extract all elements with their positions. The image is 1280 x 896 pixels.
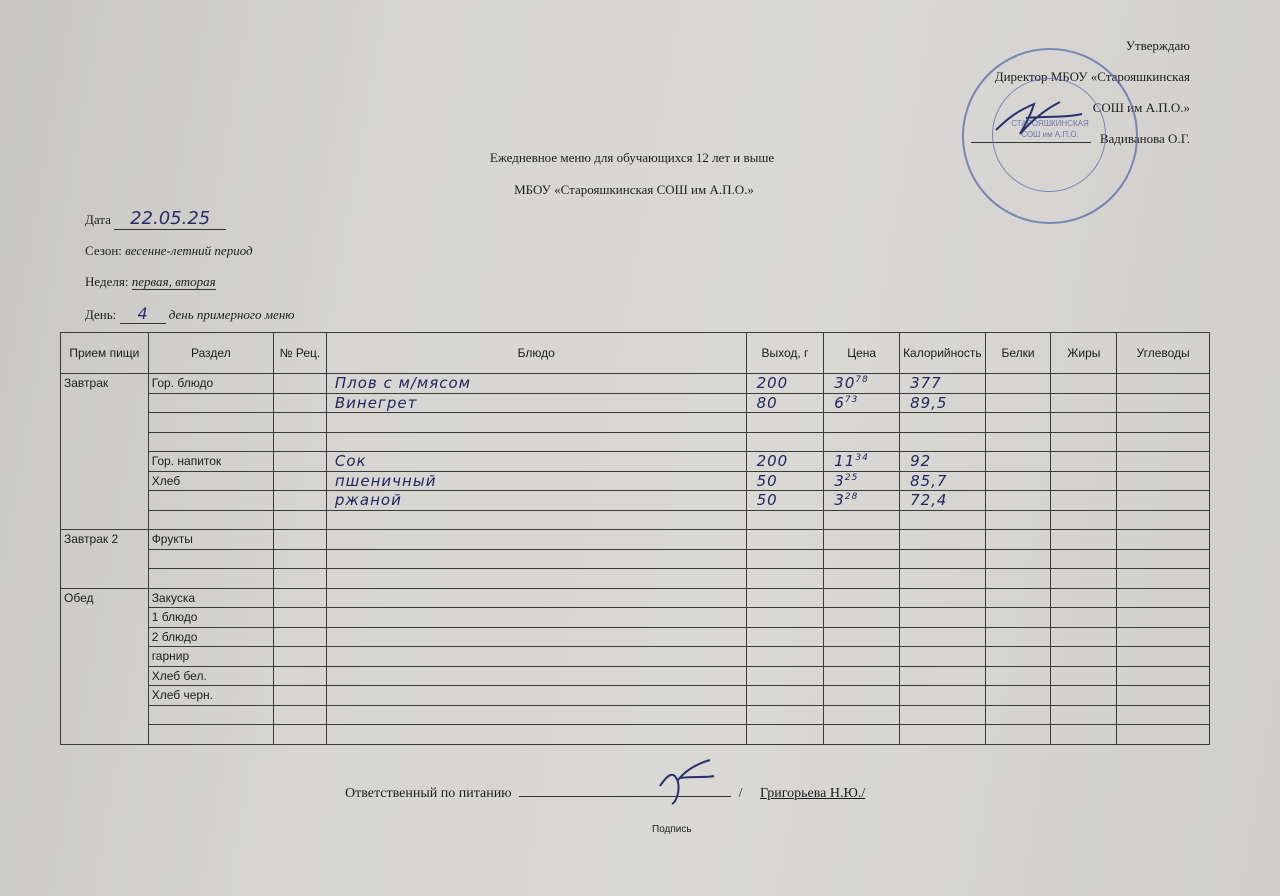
footer-name: Григорьева Н.Ю./: [760, 786, 866, 801]
price-cell: $11^{34}$: [824, 452, 900, 472]
date-value: 22.05.25: [114, 208, 226, 230]
section-cell: Гор. блюдо: [148, 374, 273, 394]
section-cell: гарнир: [148, 647, 273, 667]
output-cell: 200: [746, 452, 824, 472]
header-calories: Калорийность: [900, 333, 986, 374]
table-row: [61, 705, 1210, 725]
day-label: День:: [85, 307, 117, 322]
meal-lunch: Обед: [61, 588, 149, 744]
dish-cell: Винегрет: [326, 393, 746, 413]
table-row: [61, 432, 1210, 452]
header-price: Цена: [824, 333, 900, 374]
approve-title: Утверждаю: [1125, 38, 1190, 53]
table-row: [61, 530, 1210, 550]
recipe-cell: [274, 471, 327, 491]
approve-school: СОШ им А.П.О.»: [1092, 100, 1190, 115]
week-value: первая, вторая: [131, 274, 216, 289]
table-row: [61, 413, 1210, 433]
table-row: [61, 627, 1210, 647]
day-value: 4: [120, 304, 166, 324]
section-cell: Закуска: [148, 588, 273, 608]
price-cell: $3^{28}$: [824, 491, 900, 511]
header-carbs: Углеводы: [1117, 333, 1210, 374]
header-dish: Блюдо: [326, 333, 746, 374]
director-signature: [990, 96, 1090, 141]
approve-name: Вадиванова О.Г.: [1099, 131, 1190, 146]
season-value: весенне-летний период: [125, 243, 253, 258]
table-header-row: [61, 333, 1210, 374]
table-row: [61, 725, 1210, 745]
table-row: [61, 686, 1210, 706]
header-section: Раздел: [148, 333, 273, 374]
section-cell: 2 блюдо: [148, 627, 273, 647]
season-label: Сезон:: [85, 243, 122, 258]
day-suffix: день примерного меню: [168, 307, 295, 322]
date-row: [85, 208, 226, 230]
header-fats: Жиры: [1051, 333, 1117, 374]
output-cell: 50: [746, 491, 824, 511]
section-cell: Хлеб черн.: [148, 686, 273, 706]
section-cell: Гор. напиток: [148, 452, 273, 472]
table-row: [61, 549, 1210, 569]
table-row: [61, 471, 1210, 491]
dish-cell: пшеничный: [326, 471, 746, 491]
calories-cell: 85,7: [900, 471, 986, 491]
section-cell: [148, 491, 273, 511]
section-cell: Фрукты: [148, 530, 273, 550]
menu-table: [60, 332, 1210, 745]
section-cell: Хлеб: [148, 471, 273, 491]
footer-responsible: [345, 786, 865, 802]
calories-cell: 92: [900, 452, 986, 472]
header-meal: Прием пищи: [61, 333, 149, 374]
table-row: [61, 666, 1210, 686]
output-cell: 80: [746, 393, 824, 413]
proteins-cell: [985, 374, 1051, 394]
table-row: [61, 491, 1210, 511]
stamp-text: СТАРОЯШКИНСКАЯ СОШ им А.П.О.: [1011, 119, 1089, 139]
carbs-cell: [1117, 374, 1210, 394]
header-output: Выход, г: [746, 333, 824, 374]
week-label: Неделя:: [85, 274, 129, 289]
calories-cell: 72,4: [900, 491, 986, 511]
section-cell: [148, 393, 273, 413]
dish-cell: ржаной: [326, 491, 746, 511]
fats-cell: [1051, 374, 1117, 394]
responsible-signature: [650, 756, 720, 806]
meal-breakfast-2: Завтрак 2: [61, 530, 149, 589]
section-cell: Хлеб бел.: [148, 666, 273, 686]
output-cell: 50: [746, 471, 824, 491]
table-row: [61, 510, 1210, 530]
output-cell: 200: [746, 374, 824, 394]
signature-label: Подпись: [652, 824, 692, 835]
header-recipe-no: № Рец.: [274, 333, 327, 374]
table-row: [61, 588, 1210, 608]
calories-cell: 89,5: [900, 393, 986, 413]
table-row: [61, 569, 1210, 589]
footer-label: Ответственный по питанию: [345, 786, 512, 801]
table-row: [61, 393, 1210, 413]
recipe-cell: [274, 491, 327, 511]
calories-cell: 377: [900, 374, 986, 394]
header-proteins: Белки: [985, 333, 1051, 374]
table-row: [61, 608, 1210, 628]
recipe-cell: [274, 452, 327, 472]
dish-cell: Сок: [326, 452, 746, 472]
table-row: [61, 452, 1210, 472]
recipe-cell: [274, 374, 327, 394]
approve-position: Директор МБОУ «Старояшкинская: [994, 69, 1190, 84]
table-row: [61, 374, 1210, 394]
table-row: [61, 647, 1210, 667]
school-title: МБОУ «Старояшкинская СОШ им А.П.О.»: [514, 182, 754, 197]
footer-slash: /: [738, 786, 743, 801]
week-row: [85, 274, 216, 290]
price-cell: $3^{25}$: [824, 471, 900, 491]
price-cell: $6^{73}$: [824, 393, 900, 413]
season-row: [85, 243, 253, 259]
price-cell: $30^{78}$: [824, 374, 900, 394]
dish-cell: Плов с м/мясом: [326, 374, 746, 394]
section-cell: 1 блюдо: [148, 608, 273, 628]
date-label: Дата: [85, 212, 111, 227]
meal-breakfast: Завтрак: [61, 374, 149, 530]
document-title: Ежедневное меню для обучающихся 12 лет и выше: [489, 150, 775, 165]
day-row: [85, 304, 294, 324]
recipe-cell: [274, 393, 327, 413]
